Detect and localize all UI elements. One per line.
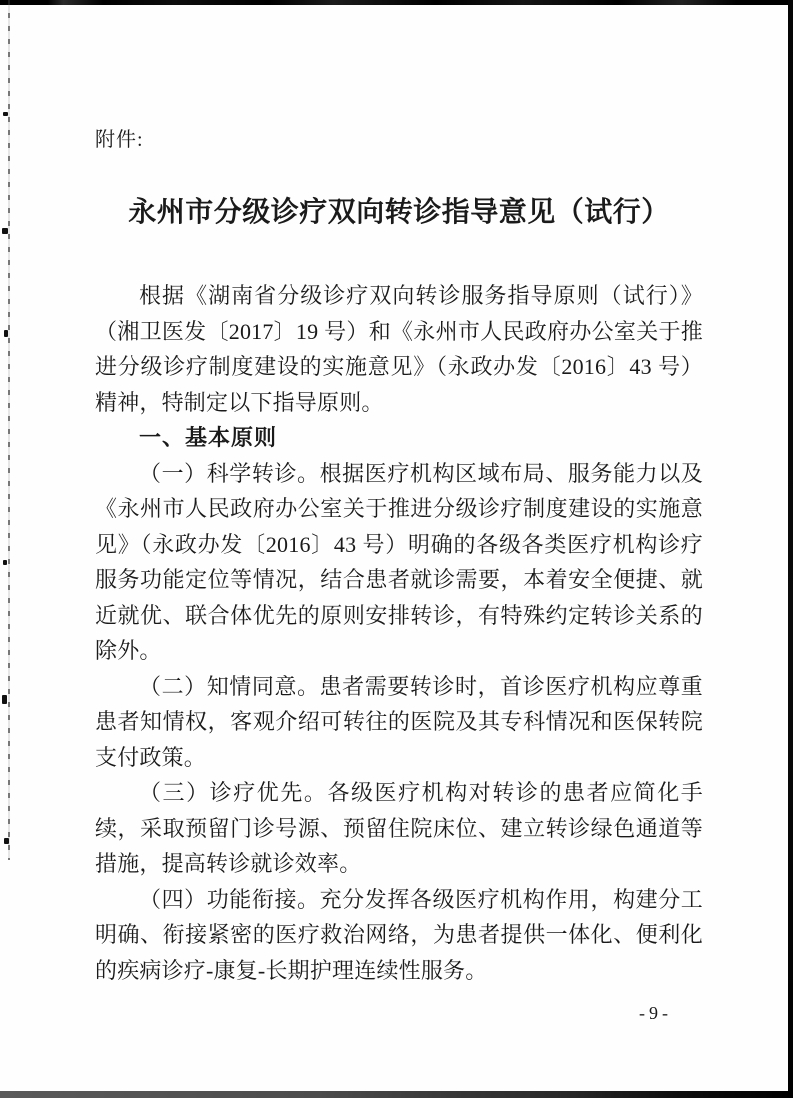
scan-speck <box>3 560 7 565</box>
scan-speck <box>2 695 7 704</box>
paragraph-item-4-function-connection: （四）功能衔接。充分发挥各级医疗机构作用，构建分工明确、衔接紧密的医疗救治网络，为患者提供一体化、便利化的疾病诊疗-康复-长期护理连续性服务。 <box>95 886 703 983</box>
scan-artifact-left-edge <box>8 0 10 860</box>
page-number: -9- <box>639 1003 672 1023</box>
attachment-label: 附件: <box>95 129 144 151</box>
scan-speck <box>2 228 8 234</box>
paragraph-item-3-treatment-priority: （三）诊疗优先。各级医疗机构对转诊的患者应简化手续，采取预留门诊号源、预留住院床位、建立转诊绿色通道等措施，提高转诊就诊效率。 <box>95 780 703 876</box>
scan-speck <box>4 330 8 337</box>
section-heading-basic-principles: 一、基本原则 <box>139 425 278 450</box>
paragraph-intro: 根据《湖南省分级诊疗双向转诊服务指导原则（试行）》（湘卫医发〔2017〕19 号）和《永州市人民政府办公室关于推进分级诊疗制度建设的实施意见》（永政办发〔2016〕43 号）精神，特制定以下指导原则。 <box>95 283 703 415</box>
paragraph-item-1-scientific-referral: （一）科学转诊。根据医疗机构区域布局、服务能力以及《永州市人民政府办公室关于推进分级诊疗制度建设的实施意见》（永政办发〔2016〕43 号）明确的各级各类医疗机构诊疗服务功能定位等情况，结合患者就诊需要，本着安全便捷、就近就优、联合体优先的原则安排转诊，有特殊约定转诊关系的除外。 <box>95 460 703 663</box>
document-title: 永州市分级诊疗双向转诊指导意见（试行） <box>128 197 670 228</box>
scan-speck <box>4 838 9 844</box>
paragraph-item-2-informed-consent: （二）知情同意。患者需要转诊时，首诊医疗机构应尊重患者知情权，客观介绍可转往的医院及其专科情况和医保转院支付政策。 <box>95 673 703 770</box>
document-body <box>95 128 703 988</box>
scan-artifact-right-edge <box>788 0 793 1098</box>
scan-artifact-top-edge <box>0 0 793 5</box>
scan-speck <box>3 112 8 116</box>
scan-artifact-bottom-edge <box>0 1091 793 1098</box>
